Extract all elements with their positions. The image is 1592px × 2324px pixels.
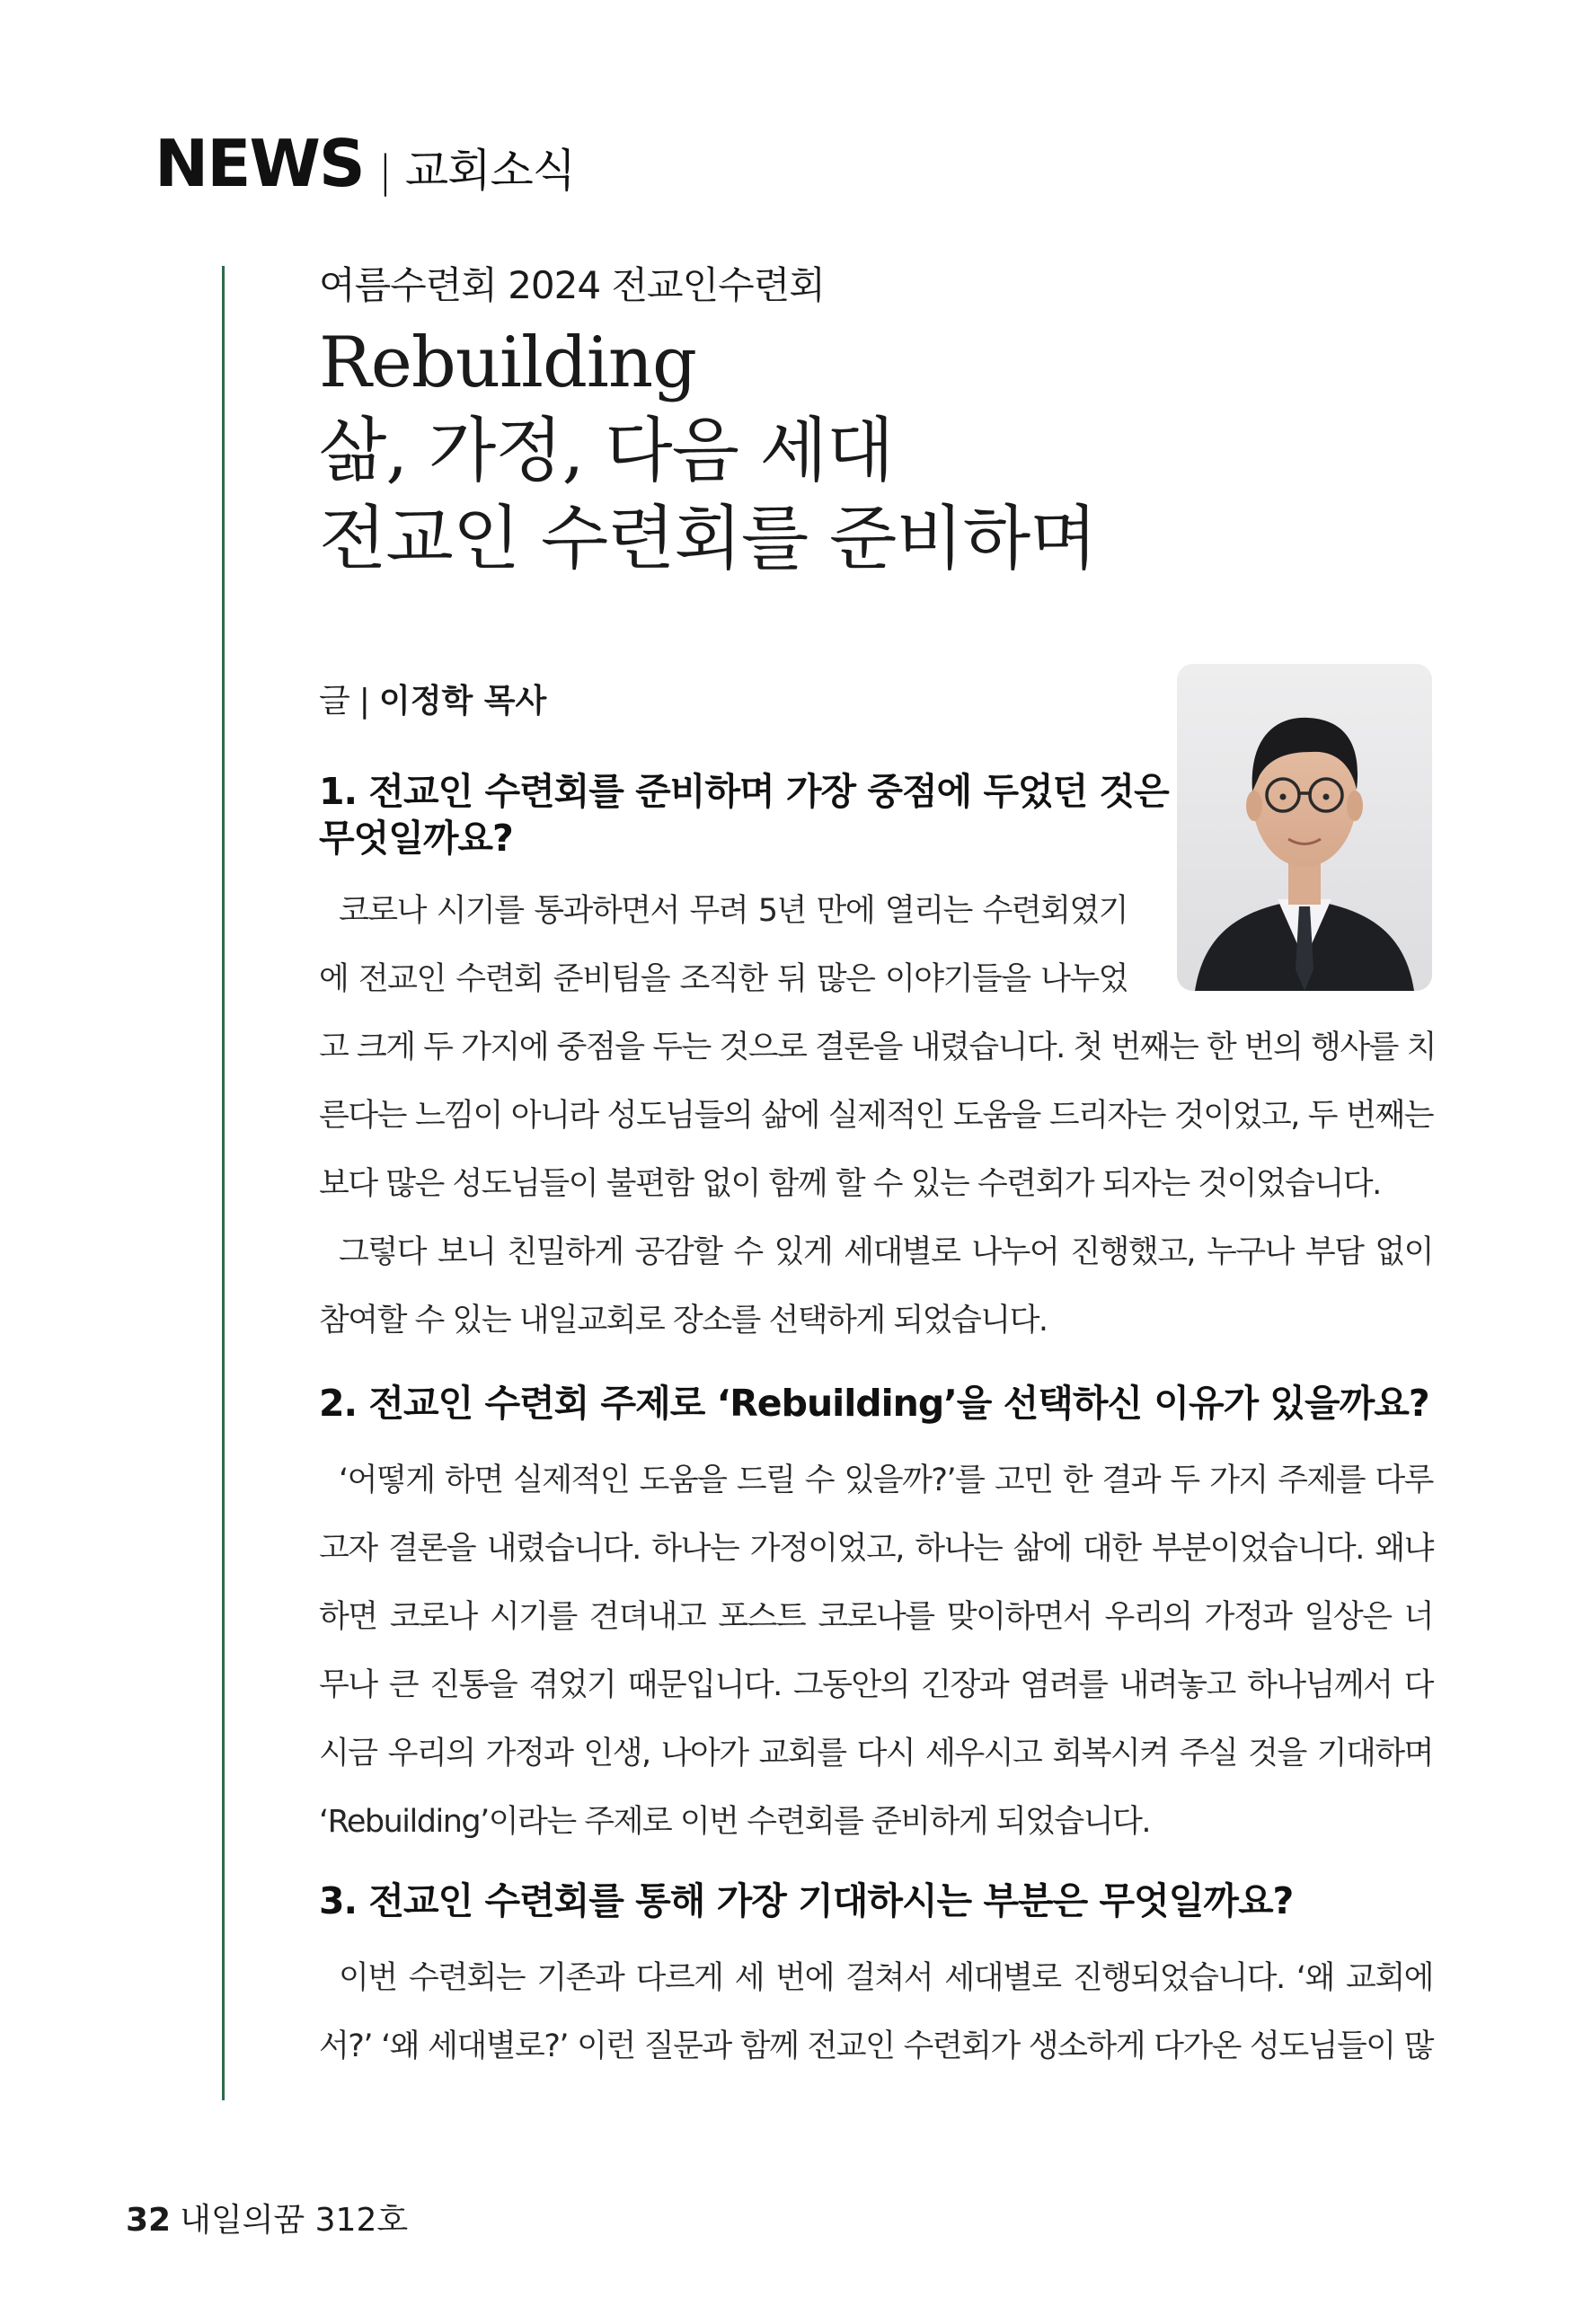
accent-vertical-rule	[222, 266, 225, 2100]
author-photo	[1177, 664, 1432, 991]
answer-1-wrap-lines	[319, 877, 1128, 1013]
article-title	[319, 319, 1096, 583]
answer-line: 보다 많은 성도님들이 불편함 없이 함께 할 수 있는 수련회가 되자는 것이었습니다.	[319, 1166, 1381, 1202]
answer-line: 에 전교인 수련회 준비팀을 조직한 뒤 많은 이야기들을 나누었	[319, 961, 1128, 997]
answer-line: 고자 결론을 내렸습니다. 하나는 가정이었고, 하나는 삶에 대한 부분이었습니다. 왜냐	[319, 1531, 1433, 1567]
answer-2	[319, 1446, 1433, 1856]
article-kicker: 여름수련회 2024 전교인수련회	[319, 263, 825, 307]
author-name: 이정학 목사	[378, 683, 547, 720]
answer-line: 이번 수련회는 기존과 다르게 세 번에 걸쳐서 세대별로 진행되었습니다. ‘왜 교회에	[339, 1960, 1433, 1996]
answer-line: 그렇다 보니 친밀하게 공감할 수 있게 세대별로 나누어 진행했고, 누구나 부담 없이	[339, 1234, 1433, 1270]
answer-line: 참여할 수 있는 내일교회로 장소를 선택하게 되었습니다.	[319, 1303, 1048, 1339]
section-header	[155, 126, 575, 201]
header-separator: |	[377, 146, 393, 197]
publication-name: 내일의꿈 312호	[180, 2202, 409, 2239]
question-line: 1. 전교인 수련회를 준비하며 가장 중점에 두었던 것은	[319, 770, 1169, 813]
answer-line: 무나 큰 진통을 겪었기 때문입니다. 그동안의 긴장과 염려를 내려놓고 하나님께서 다	[319, 1667, 1433, 1703]
answer-3	[319, 1944, 1433, 2081]
page-footer	[126, 2195, 408, 2240]
page-number: 32	[126, 2202, 172, 2239]
section-label: NEWS	[155, 126, 364, 201]
byline-label: 글	[319, 683, 350, 720]
question-3	[319, 1878, 1293, 1924]
answer-line: 시금 우리의 가정과 인생, 나아가 교회를 다시 세우시고 회복시켜 주실 것을 기대하며	[319, 1736, 1433, 1772]
answer-line: ‘Rebuilding’이라는 주제로 이번 수련회를 준비하게 되었습니다.	[319, 1804, 1150, 1840]
byline-separator: |	[358, 683, 370, 720]
answer-line: 고 크게 두 가지에 중점을 두는 것으로 결론을 내렸습니다. 첫 번째는 한 번의 행사를 치	[319, 1029, 1436, 1065]
section-subtitle: 교회소식	[404, 145, 576, 197]
question-1	[319, 768, 1169, 862]
answer-line: 른다는 느낌이 아니라 성도님들의 삶에 실제적인 도움을 드리자는 것이었고, 두 번째는	[319, 1098, 1433, 1134]
question-2	[319, 1380, 1429, 1427]
title-line: 삶, 가정, 다음 세대	[319, 411, 894, 491]
byline	[319, 676, 546, 721]
answer-line: ‘어떻게 하면 실제적인 도움을 드릴 수 있을까?’를 고민 한 결과 두 가지 주제를 다루	[339, 1462, 1433, 1498]
answer-line: 서?’ ‘왜 세대별로?’ 이런 질문과 함께 전교인 수련회가 생소하게 다가온 성도님들이 많	[319, 2028, 1433, 2064]
title-line: Rebuilding	[319, 323, 696, 403]
title-line: 전교인 수련회를 준비하며	[319, 499, 1097, 579]
question-line: 무엇일까요?	[319, 817, 513, 860]
question-line: 3. 전교인 수련회를 통해 가장 기대하시는 부분은 무엇일까요?	[319, 1879, 1294, 1922]
answer-1	[319, 1013, 1436, 1355]
question-line: 2. 전교인 수련회 주제로 ‘Rebuilding’을 선택하신 이유가 있을까요?	[319, 1382, 1429, 1425]
answer-line: 코로나 시기를 통과하면서 무려 5년 만에 열리는 수련회였기	[339, 893, 1128, 929]
answer-line: 하면 코로나 시기를 견뎌내고 포스트 코로나를 맞이하면서 우리의 가정과 일상은 너	[319, 1599, 1433, 1635]
